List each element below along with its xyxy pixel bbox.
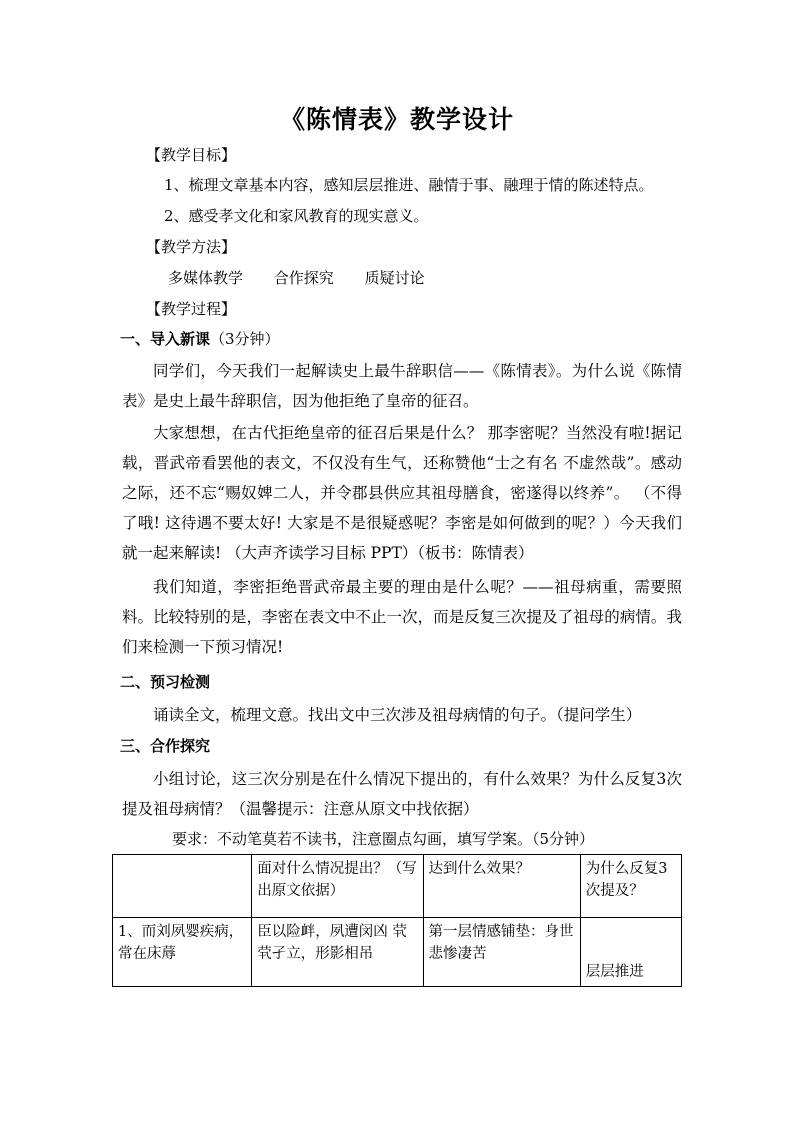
section1-paragraph-1: 同学们，今天我们一起解读史上最牛辞职信——《陈情表》。为什么说《陈情表》是史上最牛辞职信，因为他拒绝了皇帝的征召。 — [122, 362, 682, 410]
table-header-row — [113, 855, 682, 918]
table-header-cell — [113, 855, 252, 918]
section1-heading-line — [120, 324, 280, 354]
table-row — [113, 918, 682, 987]
method-item: 合作探究 — [273, 269, 334, 287]
table-header-cell: 达到什么效果？ — [423, 855, 580, 918]
section1-paragraph-2: 大家想想，在古代拒绝皇帝的征召后果是什么？ 那李密呢？当然没有啦!据记载，晋武帝看罢他的表文，不仅没有生气，还称赞他“士之有名 不虚然哉”。感动之际，还不忘“赐奴婢二人，并令郡县供应其祖母膳食，密遂得以终养”。 （不得了哦! 这待遇不要太好! 大家是不是很疑惑呢？李密是如何做到的呢？）今天我们就一起来解读! （大声齐读学习目标 PPT）（板书：陈情表） — [122, 424, 682, 562]
section2-paragraph: 诵读全文，梳理文意。找出文中三次涉及祖母病情的句子。（提问学生） — [153, 706, 642, 724]
table-cell: 层层推进 — [580, 918, 681, 987]
section1-heading: 一、导入新课 — [120, 330, 211, 348]
table-cell: 1、而刘夙婴疾病，常在床蓐 — [113, 918, 252, 987]
goal-item-1: 1、梳理文章基本内容，感知层层推进、融情于事、融理于情的陈述特点。 — [164, 176, 654, 194]
table-header-cell: 面对什么情况提出？（写出原文依据） — [252, 855, 423, 918]
goal-item-2: 2、感受孝文化和家风教育的现实意义。 — [164, 207, 429, 225]
table-header-cell: 为什么反复3次提及？ — [580, 855, 681, 918]
section1-paragraph-3: 我们知道，李密拒绝晋武帝最主要的理由是什么呢？——祖母病重，需要照料。比较特别的是，李密在表文中不止一次，而是反复三次提及了祖母的病情。我们来检测一下预习情况! — [122, 578, 682, 656]
table-cell: 第一层情感铺垫：身世悲惨凄苦 — [423, 918, 580, 987]
document-title: 《陈情表》教学设计 — [279, 105, 514, 134]
study-table — [112, 854, 682, 987]
section3-requirement: 要求：不动笔莫若不读书，注意圈点勾画，填写学案。（5分钟） — [172, 830, 595, 848]
table-cell: 臣以险衅，夙遭闵凶 茕茕孑立，形影相吊 — [252, 918, 423, 987]
goals-heading: 【教学目标】 — [146, 146, 237, 164]
section3-heading: 三、合作探究 — [120, 737, 211, 755]
method-item: 质疑讨论 — [364, 269, 425, 287]
process-heading: 【教学过程】 — [146, 300, 237, 318]
section3-paragraph-1: 小组讨论，这三次分别是在什么情况下提出的，有什么效果？为什么反复3次提及祖母病情？（温馨提示：注意从原文中找依据） — [122, 770, 682, 818]
section1-time: （3分钟） — [210, 330, 280, 348]
section2-heading: 二、预习检测 — [120, 673, 211, 691]
methods-list — [168, 263, 451, 293]
methods-heading: 【教学方法】 — [146, 238, 237, 256]
method-item: 多媒体教学 — [168, 269, 244, 287]
